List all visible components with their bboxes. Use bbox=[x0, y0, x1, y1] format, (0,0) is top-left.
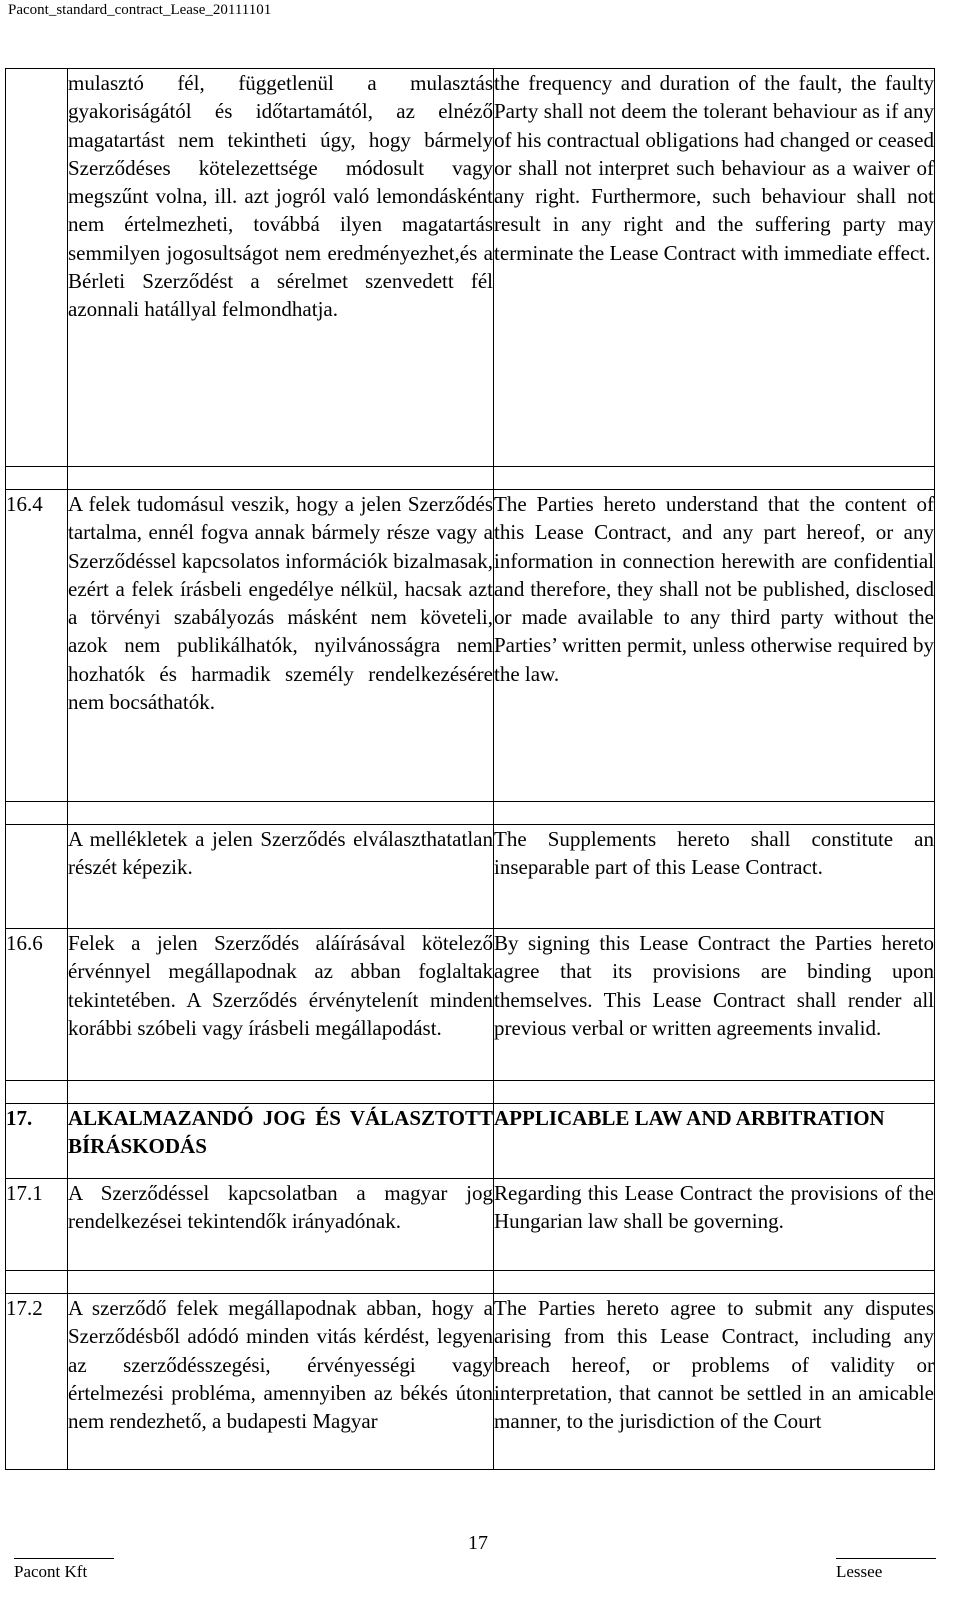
clause-number: 16.6 bbox=[6, 929, 68, 1081]
spacer-row bbox=[6, 467, 935, 490]
table-row bbox=[6, 825, 935, 929]
table-row bbox=[6, 1179, 935, 1271]
english-text: The Parties hereto agree to submit any disputes arising from this Lease Contract, including any breach hereof, or problems of validity or interpretation, that cannot be settled in an amicable manner, to the jurisdiction of the Court bbox=[494, 1294, 935, 1470]
lessor-signature-label: Pacont Kft bbox=[14, 1562, 88, 1581]
english-text: The Parties hereto understand that the content of this Lease Contract, and any part hereof, or any information in connection herewith are confidential and therefore, they shall not be published, disclosed or made available to any third party without the Parties’ written permit, unless otherwise required by the law. bbox=[494, 490, 935, 802]
table-row bbox=[6, 69, 935, 467]
english-text: Regarding this Lease Contract the provisions of the Hungarian law shall be governing. bbox=[494, 1179, 935, 1271]
section-number: 17. bbox=[6, 1104, 68, 1179]
hungarian-text: A Szerződéssel kapcsolatban a magyar jog rendelkezései tekintendők irányadónak. bbox=[68, 1179, 494, 1271]
document-filename: Pacont_standard_contract_Lease_20111101 bbox=[8, 2, 272, 18]
page-number: 17 bbox=[468, 1532, 488, 1554]
clause-number bbox=[6, 69, 68, 467]
clause-number: 17.1 bbox=[6, 1179, 68, 1271]
table-row bbox=[6, 1294, 935, 1470]
english-text: The Supplements hereto shall constitute an inseparable part of this Lease Contract. bbox=[494, 825, 935, 929]
clause-number bbox=[6, 825, 68, 929]
hungarian-text: A szerződő felek megállapodnak abban, hogy a Szerződésből adódó minden vitás kérdést, legyen az szerződésszegési, érvényességi vagy értelmezési probléma, amennyiben az békés úton nem rendezhető, a budapesti Magyar bbox=[68, 1294, 494, 1470]
hungarian-text: A mellékletek a jelen Szerződés elválaszthatatlan részét képezik. bbox=[68, 825, 494, 929]
hungarian-text: A felek tudomásul veszik, hogy a jelen Szerződés tartalma, ennél fogva annak bármely része vagy a Szerződéssel kapcsolatos információk bizalmasak, ezért a felek írásbeli engedélye nélkül, hacsak azt a törvényi szabályozás másként nem követeli, azok nem publikálhatók, nyilvánosságra nem hozhatók és harmadik személy rendelkezésére nem bocsáthatók. bbox=[68, 490, 494, 802]
spacer-row bbox=[6, 1081, 935, 1104]
section-heading-hu: ALKALMAZANDÓ JOG ÉS VÁLASZTOTT BÍRÁSKODÁS bbox=[68, 1104, 494, 1179]
table-row bbox=[6, 490, 935, 802]
hungarian-text: Felek a jelen Szerződés aláírásával kötelező érvénnyel megállapodnak az abban foglaltak tekintetében. A Szerződés érvénytelenít minden korábbi szóbeli vagy írásbeli megállapodást. bbox=[68, 929, 494, 1081]
clause-number: 17.2 bbox=[6, 1294, 68, 1470]
table-row bbox=[6, 929, 935, 1081]
english-text: the frequency and duration of the fault, the faulty Party shall not deem the tolerant behaviour as if any of his contractual obligations had changed or ceased or shall not interpret such behaviour as a waiver of any right. Furthermore, such behaviour shall not result in any right and the suffering party may terminate the Lease Contract with immediate effect. bbox=[494, 69, 935, 467]
signature-line-right bbox=[836, 1558, 936, 1559]
section-heading-en: APPLICABLE LAW AND ARBITRATION bbox=[494, 1104, 935, 1179]
contract-table bbox=[5, 68, 935, 1470]
lessee-signature-label: Lessee bbox=[836, 1562, 883, 1581]
signature-line-left bbox=[14, 1558, 114, 1559]
hungarian-text: mulasztó fél, függetlenül a mulasztás gyakoriságától és időtartamától, az elnéző magatartást nem tekintheti úgy, hogy bármely Szerződéses kötelezettsége módosult vagy megszűnt volna, ill. azt jogról való lemondásként nem értelmezheti, továbbá ilyen magatartás semmilyen jogosultságot nem eredményezhet,és a Bérleti Szerződést a sérelmet szenvedett fél azonnali hatállyal felmondhatja. bbox=[68, 69, 494, 467]
table-row bbox=[6, 1104, 935, 1179]
english-text: By signing this Lease Contract the Parties hereto agree that its provisions are binding upon themselves. This Lease Contract shall render all previous verbal or written agreements invalid. bbox=[494, 929, 935, 1081]
spacer-row bbox=[6, 802, 935, 825]
spacer-row bbox=[6, 1271, 935, 1294]
clause-number: 16.4 bbox=[6, 490, 68, 802]
